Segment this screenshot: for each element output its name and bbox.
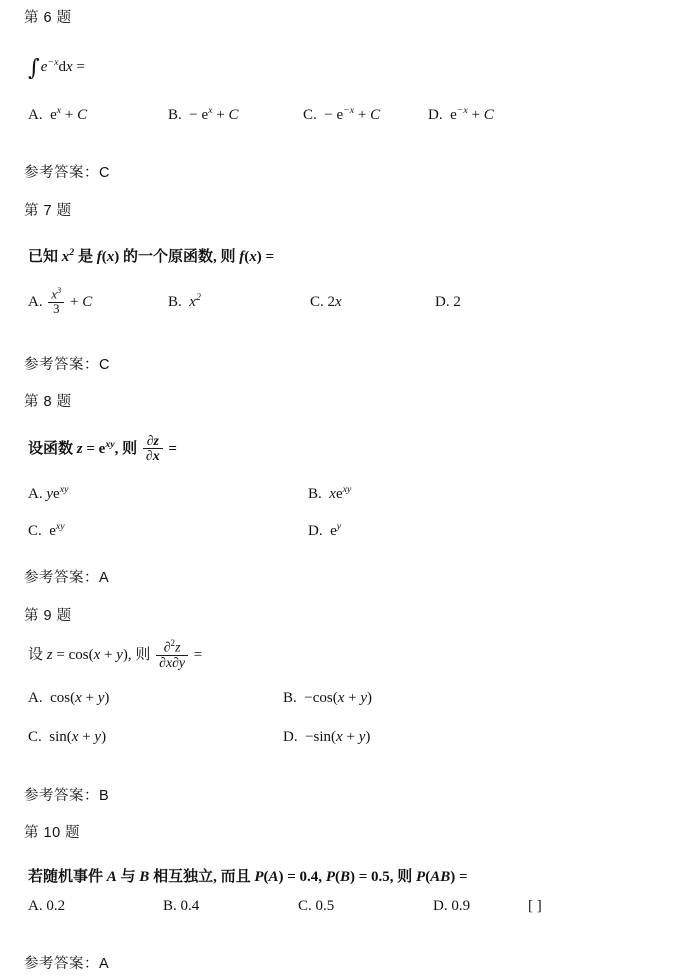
answer-8 (0, 566, 109, 587)
option-10-A[interactable]: A. 0.2 (28, 898, 66, 914)
option-6-B[interactable]: B. − $e^x + C$ (168, 105, 239, 123)
option-8-C[interactable]: C. $e^{xy}$ (28, 521, 65, 539)
answer-value-8: A (99, 570, 110, 586)
answer-value-9: B (99, 788, 110, 804)
question-number-10: 第 10 题 (24, 825, 81, 841)
question-number-6: 第 6 题 (24, 10, 72, 26)
question-stem-7 (0, 245, 274, 266)
option-9-A[interactable]: A. cos(x + y) (28, 690, 110, 706)
answer-bracket-10[interactable]: [ ] (528, 898, 542, 914)
answer-label-9: 参考答案： (24, 788, 99, 804)
option-6-D[interactable]: D. $e^{-x} + C$ (428, 105, 494, 123)
options-9-row2 (0, 729, 648, 746)
answer-10 (0, 952, 109, 973)
option-10-D[interactable]: D. 0.9 (433, 898, 471, 914)
option-10-C[interactable]: C. 0.5 (298, 898, 335, 914)
options-8-row1 (0, 484, 648, 503)
answer-value-10: A (99, 956, 110, 972)
stem-text-7: 已知 $x^2$ 是 f(x) 的一个原函数, 则 f(x) = (28, 247, 275, 265)
question-stem-8 (0, 435, 177, 465)
option-6-C[interactable]: C. − $e^{-x} + C$ (303, 105, 381, 123)
option-8-A[interactable]: A. $ye^{xy}$ (28, 484, 69, 502)
option-6-A[interactable]: A. $e^x + C$ (28, 105, 88, 123)
question-stem-10 (0, 865, 468, 886)
options-8-row2 (0, 521, 648, 540)
answer-label-6: 参考答案： (24, 165, 99, 181)
option-7-B[interactable]: B. $x^2$ (168, 291, 201, 310)
question-number-7: 第 7 题 (24, 203, 72, 219)
question-stem-6 (0, 55, 85, 81)
answer-9 (0, 784, 109, 805)
option-9-B[interactable]: B. −cos(x + y) (283, 690, 373, 706)
option-7-A[interactable]: A. $\frac{x^3}{3}$ + C (28, 286, 93, 316)
question-stem-9 (0, 640, 202, 672)
option-8-D[interactable]: D. $e^y$ (308, 521, 342, 539)
answer-label-8: 参考答案： (24, 570, 99, 586)
option-7-C[interactable]: C. 2x (310, 293, 342, 310)
options-6 (0, 105, 648, 124)
option-7-D[interactable]: D. 2 (435, 293, 461, 310)
stem-math-6: $\int e^{-x}dx$ = (28, 55, 85, 81)
options-7 (0, 288, 648, 317)
answer-6 (0, 161, 110, 182)
answer-value-6: C (99, 165, 110, 181)
option-9-C[interactable]: C. sin(x + y) (28, 729, 107, 745)
stem-text-10: 若随机事件 A 与 B 相互独立, 而且 P(A) = 0.4, P(B) = 0.5, 则 P(AB) = (28, 869, 468, 885)
stem-text-8: 设函数 $z = e^{xy}$, 则 $\frac{\partial z}{\partial x}$ = (28, 433, 177, 464)
question-number-8: 第 8 题 (24, 394, 72, 410)
answer-label-10: 参考答案： (24, 956, 99, 972)
question-number-9: 第 9 题 (24, 608, 72, 624)
option-10-B[interactable]: B. 0.4 (163, 898, 200, 914)
answer-7 (0, 353, 110, 374)
options-9-row1 (0, 690, 648, 707)
option-8-B[interactable]: B. $xe^{xy}$ (308, 484, 352, 502)
answer-value-7: C (99, 357, 110, 373)
answer-label-7: 参考答案： (24, 357, 99, 373)
stem-text-9: 设 z = cos(x + y), 则 $\frac{\partial^2z}{\partial x\partial y}$ = (28, 638, 203, 671)
options-10 (0, 898, 668, 915)
option-9-D[interactable]: D. −sin(x + y) (283, 729, 371, 745)
